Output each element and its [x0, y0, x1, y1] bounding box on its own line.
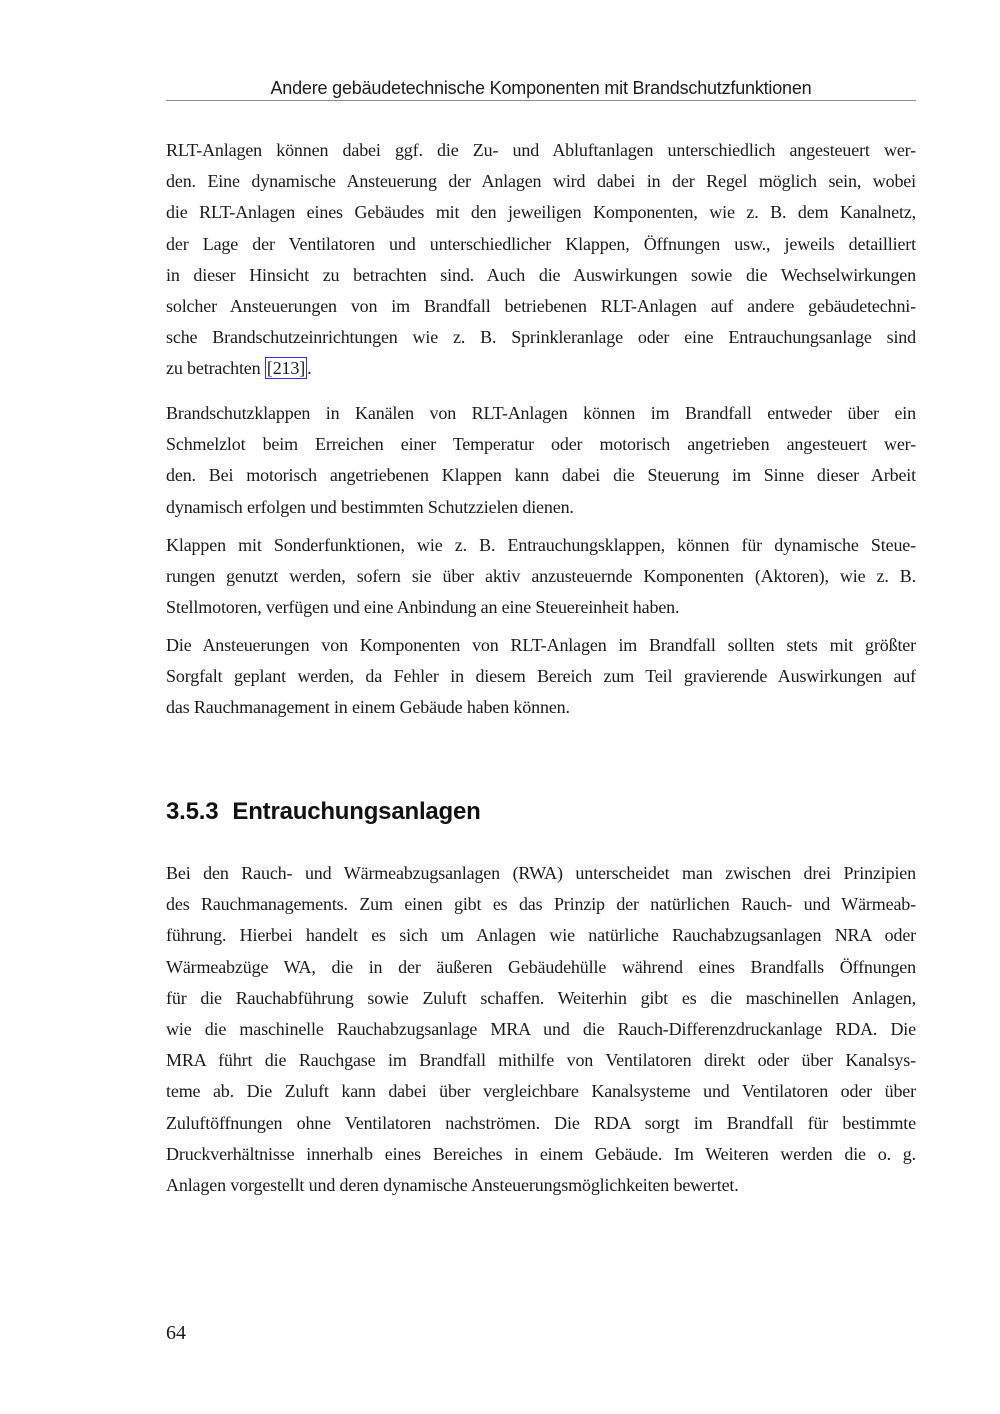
- paragraph-brandschutzklappen: [166, 398, 916, 523]
- text-segment: Schmelzlot beim Erreichen einer Temperatur oder motorisch angetrieben angesteuert wer-: [166, 434, 916, 455]
- text-segment: Wärmeabzüge WA, die in der äußeren Gebäudehülle während eines Brandfalls Öffnungen: [166, 956, 916, 977]
- text-segment: den. Bei motorisch angetriebenen Klappen kann dabei die Steuerung im Sinne dieser Arbeit: [166, 465, 916, 486]
- text-line: [166, 889, 916, 920]
- text-line: [166, 920, 916, 951]
- paragraph-sonderfunktionen: [166, 530, 916, 624]
- text-line: [166, 1139, 916, 1170]
- text-segment: Brandschutzklappen in Kanälen von RLT-Anlagen können im Brandfall entweder über ein: [166, 403, 916, 423]
- text-segment: MRA führt die Rauchgase im Brandfall mithilfe von Ventilatoren direkt oder über Kanalsys-: [166, 1050, 916, 1071]
- text-line: [166, 429, 916, 460]
- section-number: 3.5.3: [166, 798, 219, 825]
- text-line: [166, 858, 916, 889]
- text-line: [166, 1108, 916, 1139]
- text-line: [166, 1076, 916, 1107]
- text-line: [166, 952, 916, 983]
- text-line: [166, 661, 916, 692]
- section-title: Entrauchungsanlagen: [232, 798, 481, 825]
- text-segment: Anlagen vorgestellt und deren dynamische Ansteuerungsmöglichkeiten bewertet.: [166, 1174, 739, 1195]
- text-line: [166, 322, 916, 353]
- text-line: [166, 983, 916, 1014]
- text-line: [166, 1170, 916, 1201]
- paragraph-entrauchungsanlagen-intro: [166, 858, 916, 1201]
- text-segment: Die Ansteuerungen von Komponenten von RLT-Anlagen im Brandfall sollten stets mit größter: [166, 635, 916, 655]
- text-segment: den. Eine dynamische Ansteuerung der Anlagen wird dabei in der Regel möglich sein, wobei: [166, 171, 916, 192]
- text-segment: teme ab. Die Zuluft kann dabei über vergleichbare Kanalsysteme und Ventilatoren oder über: [166, 1081, 916, 1102]
- text-segment: rungen genutzt werden, sofern sie über aktiv anzusteuernde Komponenten (Aktoren), wie z. B.: [166, 566, 916, 587]
- text-segment: in dieser Hinsicht zu betrachten sind. Auch die Auswirkungen sowie die Wechselwirkungen: [166, 264, 916, 285]
- text-segment: .: [307, 358, 312, 379]
- text-line: [166, 492, 916, 523]
- paragraph-rlt-ansteuerung: [166, 135, 916, 385]
- text-segment: für die Rauchabführung sowie Zuluft schaffen. Weiterhin gibt es die maschinellen Anlagen,: [166, 987, 916, 1008]
- text-line: [166, 1045, 916, 1076]
- text-segment: wie die maschinelle Rauchabzugsanlage MRA und die Rauch-Differenzdruckanlage RDA. Die: [166, 1018, 916, 1039]
- text-segment: sche Brandschutzeinrichtungen wie z. B. Sprinkleranlage oder eine Entrauchungsanlage sind: [166, 327, 916, 348]
- text-segment: Druckverhältnisse innerhalb eines Bereiches in einem Gebäude. Im Weiteren werden die o. g.: [166, 1143, 916, 1164]
- text-segment: Bei den Rauch- und Wärmeabzugsanlagen (RWA) unterscheidet man zwischen drei Prinzipien: [166, 863, 916, 883]
- text-segment: des Rauchmanagements. Zum einen gibt es das Prinzip der natürlichen Rauch- und Wärmeab-: [166, 894, 916, 915]
- text-line: [166, 260, 916, 291]
- text-line: [166, 1014, 916, 1045]
- text-line: [166, 229, 916, 260]
- paragraph-sorgfalt: [166, 630, 916, 724]
- text-segment: RLT-Anlagen können dabei ggf. die Zu- und Abluftanlagen unterschiedlich angesteuert wer-: [166, 140, 916, 160]
- text-line: [166, 592, 916, 623]
- page-number: 64: [166, 1322, 186, 1344]
- header-rule: [166, 100, 916, 101]
- text-segment: das Rauchmanagement in einem Gebäude haben können.: [166, 697, 570, 718]
- text-line: [166, 460, 916, 491]
- text-line: [166, 530, 916, 561]
- text-line: [166, 398, 916, 429]
- text-segment: die RLT-Anlagen eines Gebäudes mit den jeweiligen Komponenten, wie z. B. dem Kanalnetz,: [166, 202, 916, 223]
- text-segment: Klappen mit Sonderfunktionen, wie z. B. Entrauchungsklappen, können für dynamische Steue-: [166, 535, 916, 555]
- citation-link[interactable]: [213]: [266, 358, 306, 379]
- text-segment: führung. Hierbei handelt es sich um Anlagen wie natürliche Rauchabzugsanlagen NRA oder: [166, 925, 916, 946]
- text-segment: Stellmotoren, verfügen und eine Anbindung an eine Steuereinheit haben.: [166, 597, 680, 618]
- text-line: [166, 166, 916, 197]
- text-segment: solcher Ansteuerungen von im Brandfall betriebenen RLT-Anlagen auf andere gebäudetechni-: [166, 295, 916, 316]
- text-segment: dynamisch erfolgen und bestimmten Schutzzielen dienen.: [166, 496, 574, 517]
- text-segment: Sorgfalt geplant werden, da Fehler in diesem Bereich zum Teil gravierende Auswirkungen auf: [166, 666, 916, 687]
- text-segment: zu betrachten: [166, 358, 265, 379]
- text-segment: der Lage der Ventilatoren und unterschiedlicher Klappen, Öffnungen usw., jeweils detailliert: [166, 233, 916, 254]
- text-line: [166, 561, 916, 592]
- running-header: Andere gebäudetechnische Komponenten mit Brandschutzfunktionen: [270, 78, 812, 98]
- text-line: [166, 197, 916, 228]
- text-segment: Zuluftöffnungen ohne Ventilatoren nachströmen. Die RDA sorgt im Brandfall für bestimmte: [166, 1112, 916, 1133]
- text-line: [166, 135, 916, 166]
- section-heading: [166, 800, 916, 824]
- text-line: [166, 353, 916, 384]
- text-line: [166, 630, 916, 661]
- text-line: [166, 291, 916, 322]
- text-line: [166, 692, 916, 723]
